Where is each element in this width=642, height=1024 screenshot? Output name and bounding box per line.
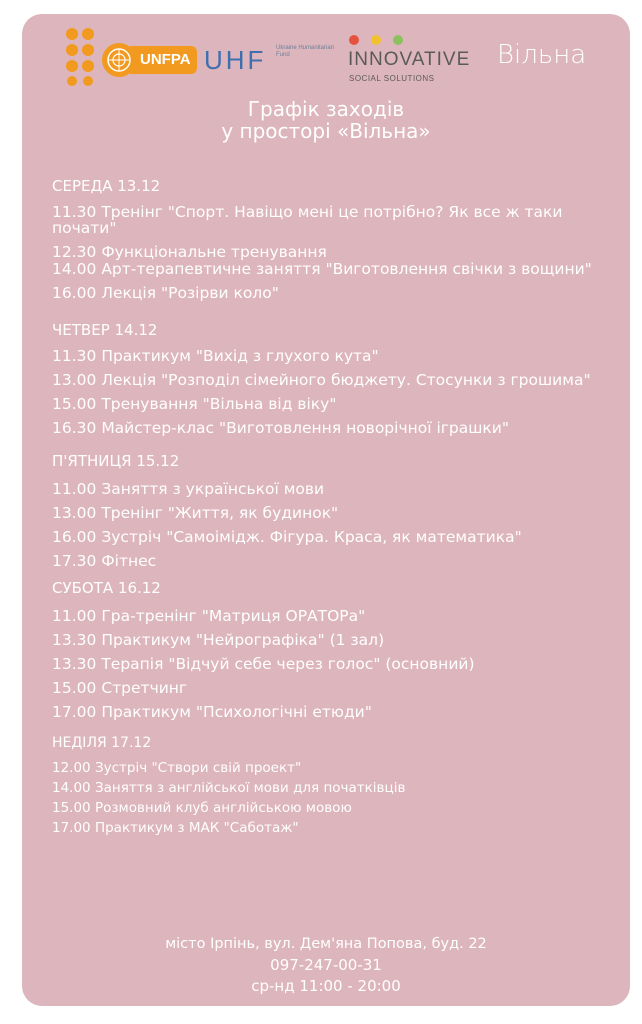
event-time: 16.00	[52, 284, 97, 302]
event-item	[52, 244, 622, 260]
event-item	[52, 372, 622, 388]
day-header: ЧЕТВЕР 14.12	[52, 321, 158, 339]
event-item	[52, 420, 622, 436]
event-item	[52, 761, 622, 776]
event-title: Фітнес	[101, 552, 157, 570]
event-time: 15.00	[52, 800, 91, 816]
event-title: Практикум "Вихід з глухого кута"	[101, 347, 379, 365]
contact-footer	[22, 934, 630, 997]
event-title: Стретчинг	[101, 679, 188, 697]
innovative-logo: INNOVATIVE	[348, 49, 471, 70]
event-title: Функціональне тренування	[101, 243, 327, 261]
event-time: 13.00	[52, 371, 97, 389]
event-item	[52, 608, 622, 624]
event-title: Гра-тренінг "Матриця ОРАТОРа"	[101, 607, 366, 625]
event-time: 13.30	[52, 655, 97, 673]
phone-number: 097-247-00-31	[270, 956, 382, 974]
event-time: 15.00	[52, 679, 97, 697]
event-time: 17.00	[52, 820, 91, 836]
event-time: 14.00	[52, 780, 91, 796]
schedule-list	[52, 177, 622, 836]
event-time: 16.00	[52, 528, 97, 546]
day-header: СЕРЕДА 13.12	[52, 177, 161, 195]
day-section	[52, 452, 622, 569]
event-item	[52, 505, 622, 521]
day-header: П'ЯТНИЦЯ 15.12	[52, 452, 180, 470]
event-time: 17.30	[52, 552, 97, 570]
event-time: 14.00	[52, 260, 97, 278]
partner-logos	[22, 14, 630, 96]
un-globe-icon	[102, 43, 136, 77]
day-header: СУБОТА 16.12	[52, 579, 161, 597]
day-section	[52, 734, 622, 836]
event-item	[52, 656, 622, 672]
day-section	[52, 321, 622, 436]
event-time: 11.00	[52, 607, 97, 625]
event-time: 12.00	[52, 760, 91, 776]
event-title: Терапія "Відчуй себе через голос" (основний)	[101, 655, 475, 673]
unfpa-label: UNFPA	[130, 46, 197, 74]
event-time: 13.00	[52, 504, 97, 522]
event-item	[52, 529, 622, 545]
event-title: Тренування "Вільна від віку"	[101, 395, 337, 413]
event-item	[52, 285, 622, 301]
event-title: Тренінг "Життя, як будинок"	[101, 504, 339, 522]
event-item	[52, 680, 622, 696]
event-item	[52, 553, 622, 569]
title-line-1: Графік заходів	[247, 97, 405, 121]
event-time: 16.30	[52, 419, 97, 437]
unfpa-logo	[102, 43, 197, 77]
event-title: Заняття з української мови	[101, 480, 325, 498]
event-title: Тренінг "Спорт. Навіщо мені це потрібно? Як все ж таки почати"	[52, 203, 563, 237]
uhf-subtitle: Ukraine Humanitarian Fund	[276, 45, 335, 58]
event-item	[52, 261, 622, 277]
event-item	[52, 396, 622, 412]
event-title: Лекція "Розподіл сімейного бюджету. Стосунки з грошима"	[101, 371, 591, 389]
event-title: Лекція "Розірви коло"	[101, 284, 279, 302]
event-time: 12.30	[52, 243, 97, 261]
event-title: Зустріч "Створи свій проект"	[94, 760, 302, 776]
event-item	[52, 204, 622, 236]
event-item	[52, 348, 622, 364]
event-time: 11.30	[52, 347, 97, 365]
innovative-subtitle: SOCIAL SOLUTIONS	[349, 74, 435, 83]
event-title: Практикум "Психологічні етюди"	[101, 703, 372, 721]
uhf-logo: UHF	[204, 45, 267, 75]
event-title: Заняття з англійської мови для початківців	[94, 780, 406, 796]
event-time: 15.00	[52, 395, 97, 413]
event-title: Зустріч "Самоімідж. Фігура. Краса, як математика"	[101, 528, 522, 546]
day-section	[52, 177, 622, 301]
event-item	[52, 801, 622, 816]
event-time: 17.00	[52, 703, 97, 721]
schedule-card	[22, 14, 630, 1006]
event-item	[52, 481, 622, 497]
event-title: Арт-терапевтичне заняття "Виготовлення свічки з вощини"	[101, 260, 592, 278]
day-section	[52, 579, 622, 720]
event-title: Практикум "Нейрографіка" (1 зал)	[101, 631, 385, 649]
event-item	[52, 781, 622, 796]
event-item	[52, 821, 622, 836]
unicef-logo-icon	[64, 26, 106, 86]
event-title: Розмовний клуб англійською мовою	[94, 800, 352, 816]
event-time: 11.00	[52, 480, 97, 498]
title-line-2: у просторі «Вільна»	[221, 119, 431, 143]
page-title	[22, 98, 630, 142]
event-time: 11.30	[52, 203, 97, 221]
event-time: 13.30	[52, 631, 97, 649]
address: місто Ірпінь, вул. Дем'яна Попова, буд. 22	[165, 936, 487, 952]
vilna-logo: Вільна	[497, 40, 587, 70]
event-title: Практикум з МАК "Саботаж"	[94, 820, 299, 836]
day-header: НЕДІЛЯ 17.12	[52, 735, 152, 751]
opening-hours: ср-нд 11:00 - 20:00	[251, 977, 401, 995]
event-item	[52, 704, 622, 720]
innovative-dots-icon	[349, 30, 415, 49]
event-title: Майстер-клас "Виготовлення новорічної іграшки"	[101, 419, 509, 437]
event-item	[52, 632, 622, 648]
